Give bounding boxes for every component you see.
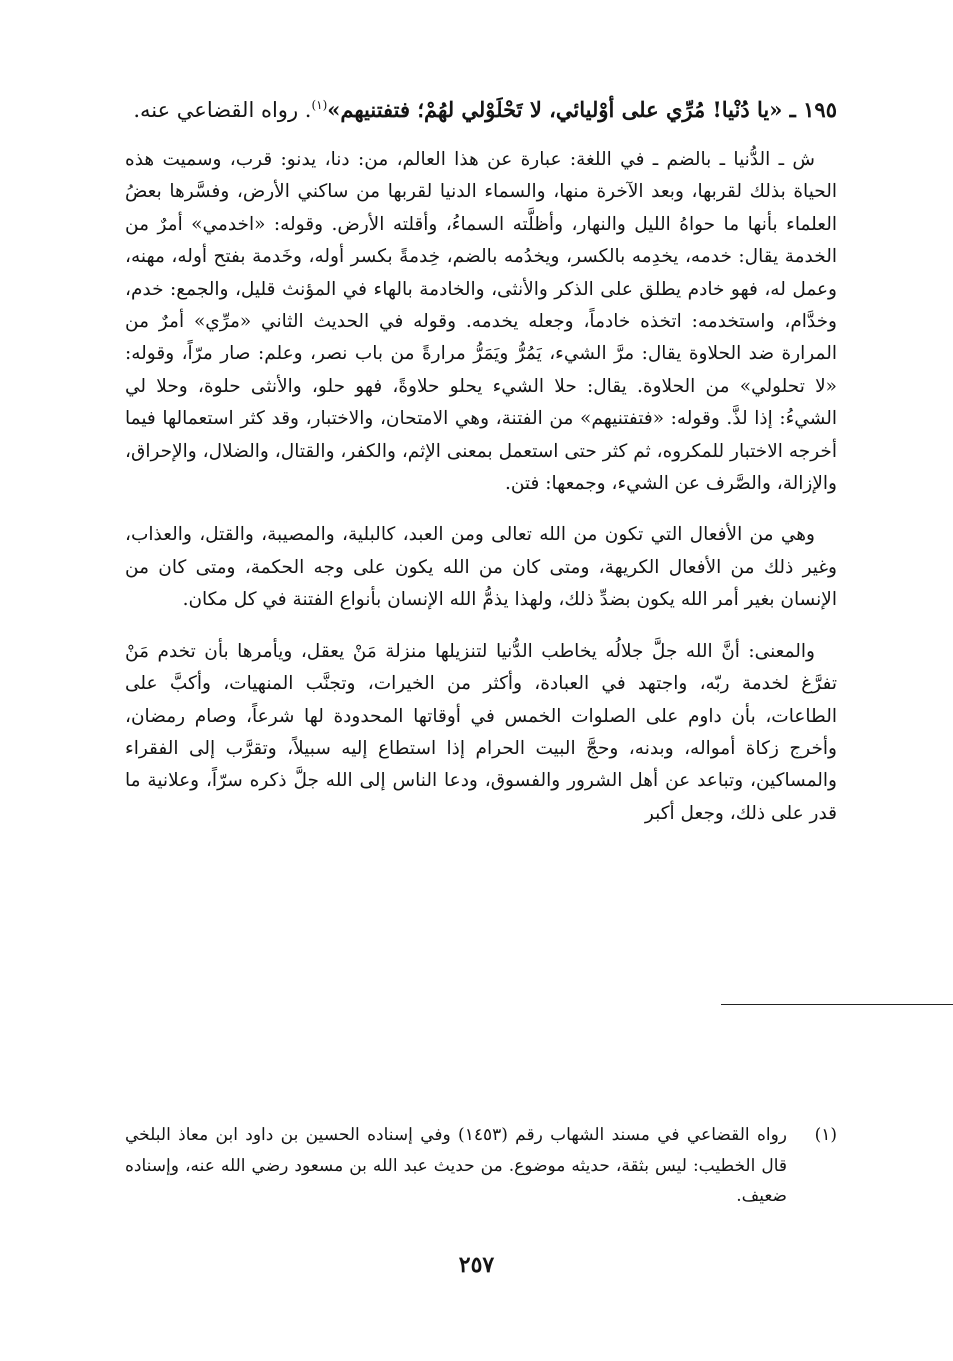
footnote-reference[interactable]: (١) <box>311 98 328 112</box>
commentary-paragraph: والمعنى: أنَّ الله جلَّ جلالُه يخاطب الدُّنيا لتنزيلها منزلة مَنْ يعقل، ويأمرها بأن تخدم مَنْ تفرَّغ لخدمة ربّه، واجتهد في العبادة، وأكثر من الخيرات، وتجنَّب المنهيات، وأكبَّ على الطاعات، بأن داوم على الصلوات الخمس في أوقاتها المحدودة لها شرعاً، وصام رمضان، وأخرج زكاة أمواله، وبدنه، وحجَّ البيت الحرام إذا استطاع إليه سبيلاً، وتقرَّب إلى الفقراء والمساكين، وتباعد عن أهل الشرور والفسوق، ودعا الناس إلى الله جلَّ ذكره سرّاً، وعلانية ما قدر على ذلك، وجعل أكبر <box>125 640 837 824</box>
page-number: ٢٥٧ <box>458 1252 495 1278</box>
footnote-text: رواه القضاعي في مسند الشهاب رقم (١٤٥٣) وفي إسناده الحسين بن داود ابن معاذ البلخي قال الخطيب: ليس بثقة، حديثه موضوع. من حديث عبد الله بن مسعود رضي الله عنه، وإسناده ضعيف. <box>125 1125 787 1206</box>
hadith-text: «يا دُنْيا! مُرِّي على أوْليائي، لا تَحْلَوْلي لهُمْ؛ فتفتنيهم» <box>327 97 783 122</box>
hadith-dash: ـ <box>782 97 804 122</box>
main-text <box>125 90 837 830</box>
footnote <box>125 1120 837 1212</box>
commentary-paragraph: وهي من الأفعال التي تكون من الله تعالى ومن العبد، كالبلية، والمصيبة، والقتل، والعذاب، وغير ذلك من الأفعال الكريهة، ومتى كان من الله يكون على وجه الحكمة، ومتى كان من الإنسان بغير أمر الله يكون بضدِّ ذلك، ولهذا يذمُّ الله الإنسان بأنواع الفتنة في كل مكان. <box>125 524 837 611</box>
hadith-number: ١٩٥ <box>803 97 837 122</box>
footnote-separator <box>721 1004 953 1005</box>
hadith-heading <box>125 90 837 130</box>
footnote-label: (١) <box>814 1125 837 1145</box>
hadith-attribution: . رواه القضاعي عنه. <box>133 98 312 122</box>
commentary-paragraph: ش ـ الدُّنيا ـ بالضم ـ في اللغة: عبارة عن هذا العالم، من: دنا، يدنو: قرب، وسميت هذه الحياة بذلك لقربها، وبعد الآخرة منها، والسماء الدنيا لقربها من ساكني الأرض، وفسَّرها بعضُ العلماء بأنها ما حواهُ الليل والنهار، وأظلَّته السماءُ، وأقلته الأرض. وقوله: «اخدمي» أمرٌ من الخدمة يقال: خدمه، يخدِمه بالكسر، ويخدُمه بالضم، خِدمةً بكسر أوله، وخَدمة بفتح أوله، مهنه، وعمل له، فهو خادم يطلق على الذكر والأنثى، والخادمة بالهاء في المؤنث قليل، والجمع: خدم، وخدَّام، واستخدمه: اتخذه خادماً، وجعله يخدمه. وقوله في الحديث الثاني «مرِّي» أمرٌ من المرارة ضد الحلاوة يقال: مرَّ الشيء، يَمُرُّ ويَمَرُّ مرارةً من باب نصر، وعلم: صار مرّاً، وقوله: «لا تحلولي» من الحلاوة. يقال: حلا الشيء يحلو حلاوةً، فهو حلو، والأنثى حلوة، وحلا لي الشيءُ: إذا لذَّ. وقوله: «فتفتنيهم» من الفتنة، وهي الامتحان، والاختبار، وقد كثر استعمالها فيما أخرجه الاختبار للمكروه، ثم كثر حتى استعمل بمعنى الإثم، والكفر، والقتال، والضلال، والإحراق، والإزالة، والصَّرف عن الشيء، وجمعها: فتن. <box>125 149 837 495</box>
